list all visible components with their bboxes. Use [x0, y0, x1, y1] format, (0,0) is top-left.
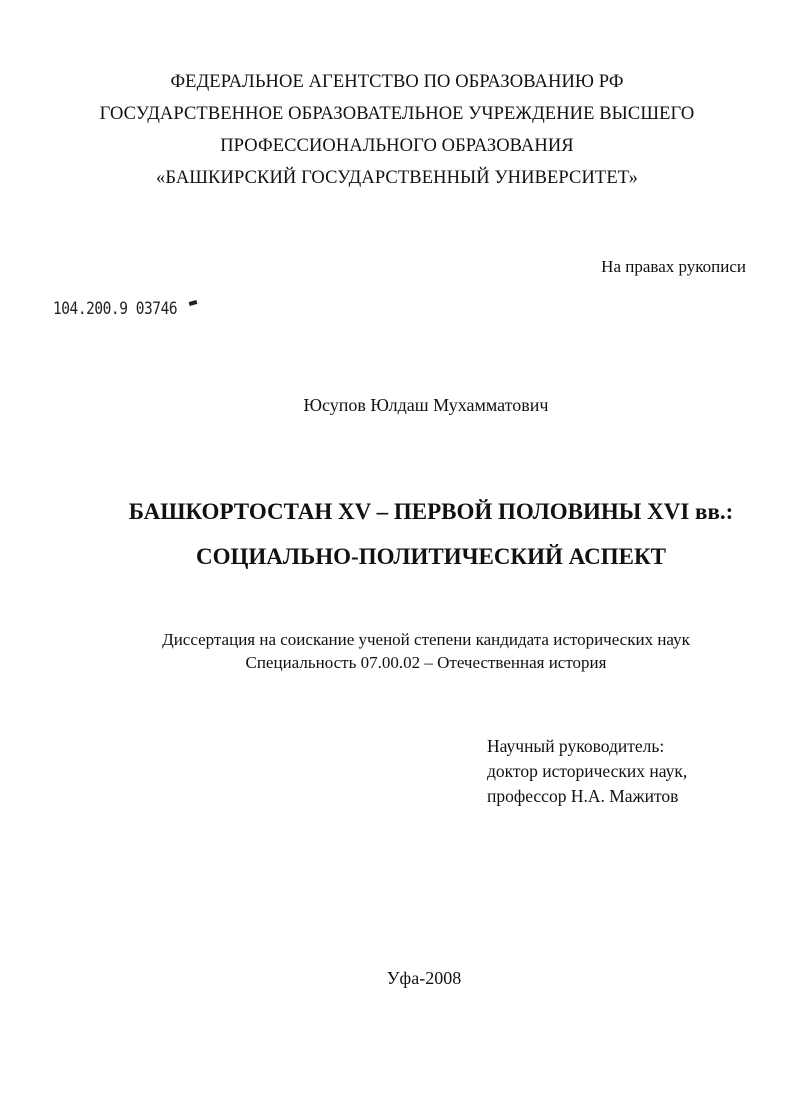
- header-line: «БАШКИРСКИЙ ГОСУДАРСТВЕННЫЙ УНИВЕРСИТЕТ»: [156, 168, 638, 188]
- advisor-line: Научный руководитель:: [487, 736, 665, 756]
- catalog-stamp: 104.200.9 03746: [53, 299, 178, 319]
- advisor-line: профессор Н.А. Мажитов: [487, 786, 679, 806]
- dissertation-title: [0, 489, 794, 579]
- rights-note: На правах рукописи: [601, 257, 746, 276]
- institution-header: [0, 66, 794, 194]
- header-line: ПРОФЕССИОНАЛЬНОГО ОБРАЗОВАНИЯ: [220, 136, 574, 156]
- place-year: Уфа-2008: [386, 968, 462, 988]
- degree-line: Диссертация на соискание ученой степени кандидата исторических наук: [162, 630, 690, 649]
- specialty-line: Специальность 07.00.02 – Отечественная история: [245, 653, 607, 672]
- stamp-mark-icon: [189, 300, 198, 306]
- dissertation-description: [0, 628, 794, 674]
- scientific-advisor: [487, 734, 687, 809]
- author-name: Юсупов Юлдаш Мухамматович: [303, 395, 549, 415]
- title-line: СОЦИАЛЬНО-ПОЛИТИЧЕСКИЙ АСПЕКТ: [196, 544, 666, 569]
- header-line: ФЕДЕРАЛЬНОЕ АГЕНТСТВО ПО ОБРАЗОВАНИЮ РФ: [170, 72, 624, 92]
- header-line: ГОСУДАРСТВЕННОЕ ОБРАЗОВАТЕЛЬНОЕ УЧРЕЖДЕНИЕ ВЫСШЕГО: [99, 104, 695, 124]
- advisor-line: доктор исторических наук,: [487, 761, 688, 781]
- title-line: БАШКОРТОСТАН XV – ПЕРВОЙ ПОЛОВИНЫ XVI вв.:: [128, 499, 734, 524]
